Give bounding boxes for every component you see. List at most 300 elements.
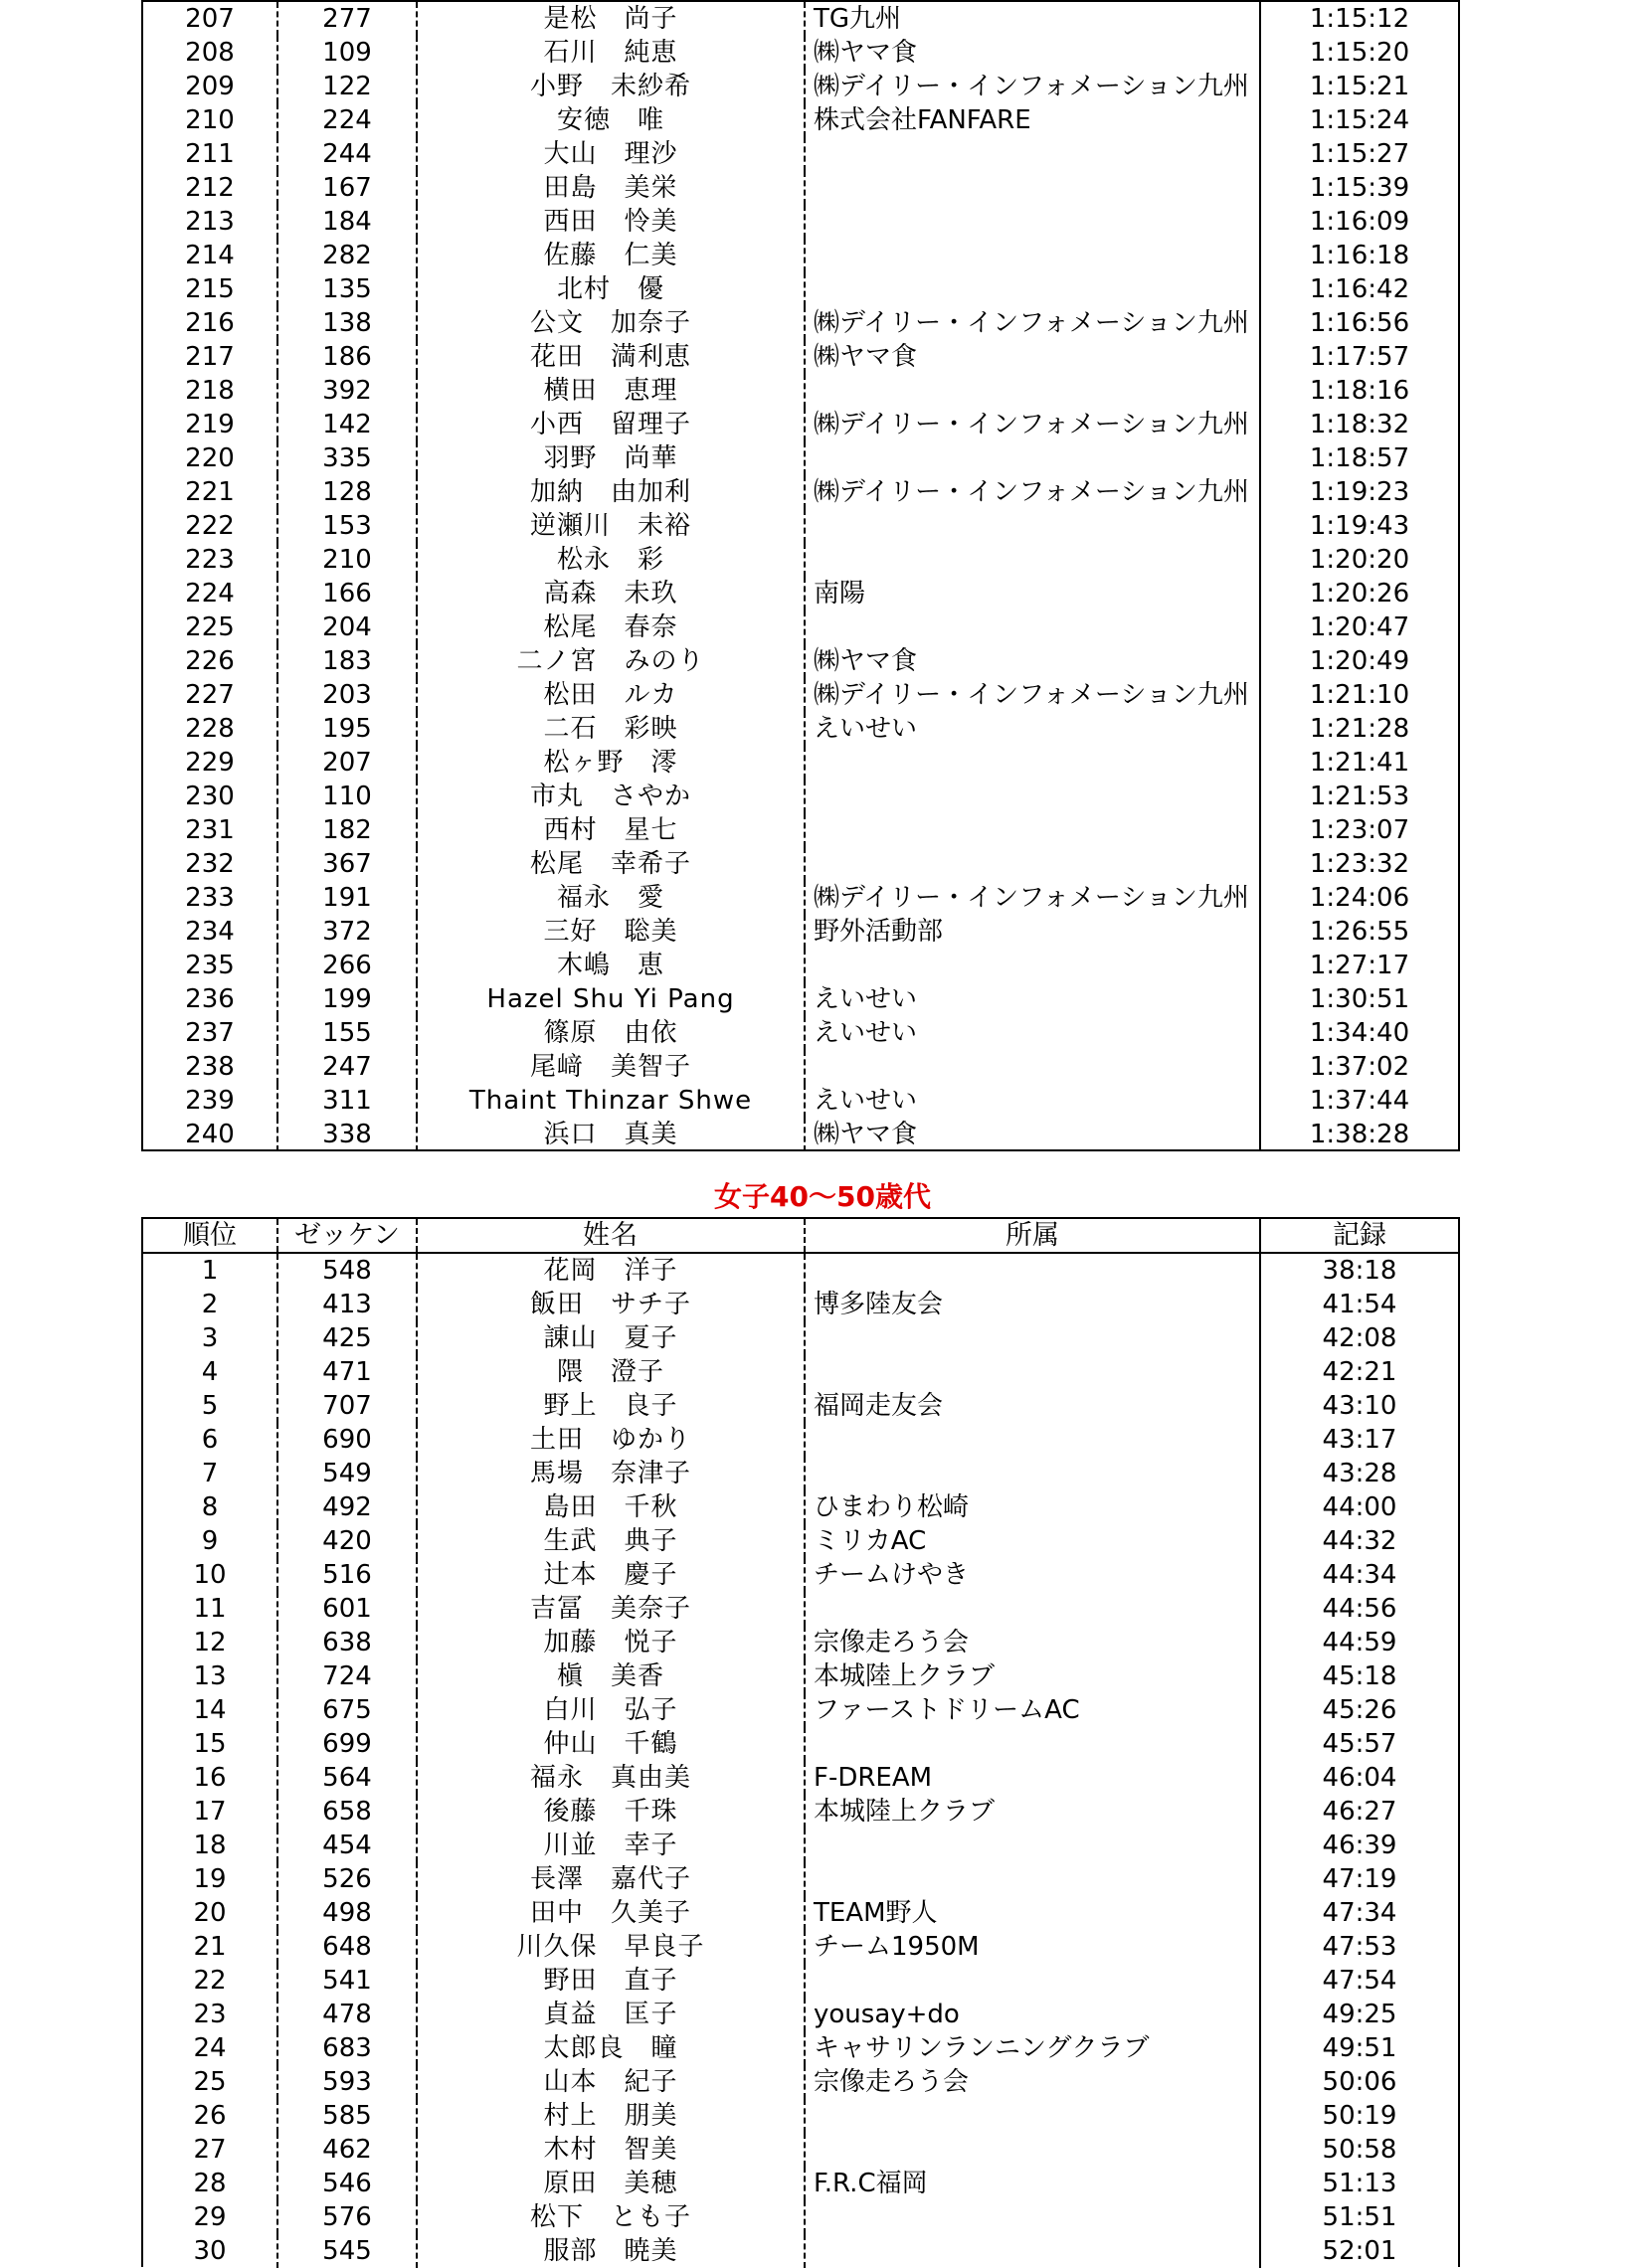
rank-cell: 233 — [143, 881, 278, 915]
team-cell — [806, 2234, 1261, 2268]
bib-cell: 548 — [278, 1254, 418, 1288]
rank-cell: 218 — [143, 374, 278, 408]
name-cell: 貞益 匡子 — [418, 1998, 806, 2031]
table-row — [143, 70, 1458, 103]
bib-cell: 155 — [278, 1016, 418, 1050]
time-cell: 43:28 — [1322, 1459, 1397, 1488]
time-cell: 1:20:20 — [1309, 545, 1410, 575]
time-cell: 49:51 — [1322, 2033, 1397, 2063]
time-cell: 1:18:57 — [1309, 443, 1410, 473]
name-cell: 野田 直子 — [418, 1964, 806, 1998]
bib-cell: 210 — [278, 543, 418, 577]
name-cell: 吉冨 美奈子 — [418, 1592, 806, 1626]
time-cell: 1:15:24 — [1309, 105, 1410, 135]
rank-cell: 216 — [143, 306, 278, 340]
bib-cell: 564 — [278, 1761, 418, 1795]
team-cell: えいせい — [806, 712, 1261, 746]
bib-cell: 183 — [278, 644, 418, 678]
time-cell: 42:21 — [1322, 1357, 1397, 1387]
bib-cell: 545 — [278, 2234, 418, 2268]
table-row — [143, 171, 1458, 205]
rank-cell: 234 — [143, 915, 278, 949]
results-table-women-40-50 — [141, 1217, 1460, 2267]
time-cell: 47:34 — [1322, 1898, 1397, 1928]
time-cell: 1:20:49 — [1309, 646, 1410, 676]
name-cell: 松永 彩 — [418, 543, 806, 577]
table-row — [143, 746, 1458, 780]
team-cell: ㈱ヤマ食 — [806, 340, 1261, 374]
name-cell: 松尾 春奈 — [418, 611, 806, 644]
time-cell: 1:15:39 — [1309, 173, 1410, 203]
bib-cell: 128 — [278, 475, 418, 509]
table-row — [143, 36, 1458, 70]
bib-cell: 199 — [278, 982, 418, 1016]
rank-cell: 228 — [143, 712, 278, 746]
name-cell: 木村 智美 — [418, 2133, 806, 2167]
table-row — [143, 1998, 1458, 2031]
name-cell: 小西 留理子 — [418, 408, 806, 441]
rank-cell: 211 — [143, 137, 278, 171]
name-cell: 横田 恵理 — [418, 374, 806, 408]
bib-cell: 546 — [278, 2167, 418, 2200]
table-row — [143, 949, 1458, 982]
bib-cell: 690 — [278, 1423, 418, 1457]
team-cell: ㈱デイリー・インフォメーション九州 — [806, 70, 1261, 103]
bib-cell: 658 — [278, 1795, 418, 1829]
time-cell: 1:24:06 — [1309, 883, 1410, 913]
name-cell: 槇 美香 — [418, 1659, 806, 1693]
rank-cell: 28 — [143, 2167, 278, 2200]
rank-cell: 13 — [143, 1659, 278, 1693]
time-cell: 45:57 — [1322, 1729, 1397, 1759]
table-row — [143, 611, 1458, 644]
name-cell: 原田 美穂 — [418, 2167, 806, 2200]
rank-cell: 221 — [143, 475, 278, 509]
name-cell: 川久保 早良子 — [418, 1930, 806, 1964]
rank-cell: 7 — [143, 1457, 278, 1490]
bib-cell: 648 — [278, 1930, 418, 1964]
rank-cell: 239 — [143, 1084, 278, 1118]
table-row — [143, 1389, 1458, 1423]
rank-cell: 238 — [143, 1050, 278, 1084]
name-cell: 羽野 尚華 — [418, 441, 806, 475]
time-cell: 43:10 — [1322, 1391, 1397, 1421]
bib-cell: 516 — [278, 1558, 418, 1592]
time-cell: 1:21:41 — [1309, 748, 1410, 778]
rank-cell: 12 — [143, 1626, 278, 1659]
team-cell — [806, 780, 1261, 813]
team-cell: ファーストドリームAC — [806, 1693, 1261, 1727]
table-row — [143, 137, 1458, 171]
bib-cell: 138 — [278, 306, 418, 340]
name-cell: 村上 朋美 — [418, 2099, 806, 2133]
header-time: 記録 — [1333, 1220, 1386, 1251]
team-cell — [806, 171, 1261, 205]
name-cell: 川並 幸子 — [418, 1829, 806, 1862]
table-row — [143, 1050, 1458, 1084]
rank-cell: 237 — [143, 1016, 278, 1050]
bib-cell: 224 — [278, 103, 418, 137]
name-cell: 山本 紀子 — [418, 2065, 806, 2099]
rank-cell: 229 — [143, 746, 278, 780]
rank-cell: 208 — [143, 36, 278, 70]
team-cell: 南陽 — [806, 577, 1261, 611]
rank-cell: 29 — [143, 2200, 278, 2234]
team-cell — [806, 1829, 1261, 1862]
table-row — [143, 1829, 1458, 1862]
name-cell: 福永 愛 — [418, 881, 806, 915]
bib-cell: 247 — [278, 1050, 418, 1084]
time-cell: 50:19 — [1322, 2101, 1397, 2131]
rank-cell: 226 — [143, 644, 278, 678]
time-cell: 1:37:44 — [1309, 1086, 1410, 1116]
table-row — [143, 2200, 1458, 2234]
rank-cell: 223 — [143, 543, 278, 577]
name-cell: 北村 優 — [418, 272, 806, 306]
bib-cell: 335 — [278, 441, 418, 475]
bib-cell: 277 — [278, 2, 418, 36]
time-cell: 1:18:32 — [1309, 410, 1410, 439]
table-row — [143, 813, 1458, 847]
table-row — [143, 644, 1458, 678]
name-cell: 土田 ゆかり — [418, 1423, 806, 1457]
time-cell: 1:16:56 — [1309, 308, 1410, 338]
table-row — [143, 2031, 1458, 2065]
name-cell: 後藤 千珠 — [418, 1795, 806, 1829]
team-cell — [806, 1254, 1261, 1288]
bib-cell: 167 — [278, 171, 418, 205]
rank-cell: 214 — [143, 239, 278, 272]
table-row — [143, 982, 1458, 1016]
rank-cell: 235 — [143, 949, 278, 982]
table-row — [143, 1693, 1458, 1727]
time-cell: 50:06 — [1322, 2067, 1397, 2097]
table-row — [143, 1964, 1458, 1998]
team-cell: 博多陸友会 — [806, 1288, 1261, 1321]
time-cell: 1:15:21 — [1309, 72, 1410, 101]
bib-cell: 191 — [278, 881, 418, 915]
table-row — [143, 1930, 1458, 1964]
bib-cell: 182 — [278, 813, 418, 847]
team-cell: TG九州 — [806, 2, 1261, 36]
team-cell — [806, 847, 1261, 881]
team-cell — [806, 2200, 1261, 2234]
name-cell: 松田 ルカ — [418, 678, 806, 712]
team-cell — [806, 509, 1261, 543]
table-row — [143, 475, 1458, 509]
bib-cell: 135 — [278, 272, 418, 306]
time-cell: 50:58 — [1322, 2135, 1397, 2165]
rank-cell: 2 — [143, 1288, 278, 1321]
bib-cell: 266 — [278, 949, 418, 982]
time-cell: 1:20:26 — [1309, 579, 1410, 609]
time-cell: 51:13 — [1322, 2169, 1397, 2198]
team-cell: ㈱ヤマ食 — [806, 644, 1261, 678]
table-row — [143, 1558, 1458, 1592]
bib-cell: 195 — [278, 712, 418, 746]
team-cell — [806, 374, 1261, 408]
rank-cell: 240 — [143, 1118, 278, 1151]
team-cell: ㈱デイリー・インフォメーション九州 — [806, 306, 1261, 340]
table-row — [143, 1862, 1458, 1896]
team-cell: TEAM野人 — [806, 1896, 1261, 1930]
bib-cell: 311 — [278, 1084, 418, 1118]
table-row — [143, 2234, 1458, 2268]
rank-cell: 18 — [143, 1829, 278, 1862]
time-cell: 45:26 — [1322, 1695, 1397, 1725]
rank-cell: 22 — [143, 1964, 278, 1998]
bib-cell: 576 — [278, 2200, 418, 2234]
time-cell: 1:15:12 — [1309, 4, 1410, 34]
time-cell: 47:19 — [1322, 1864, 1397, 1894]
bib-cell: 338 — [278, 1118, 418, 1151]
rank-cell: 230 — [143, 780, 278, 813]
name-cell: 白川 弘子 — [418, 1693, 806, 1727]
name-cell: 公文 加奈子 — [418, 306, 806, 340]
time-cell: 1:21:53 — [1309, 782, 1410, 811]
bib-cell: 110 — [278, 780, 418, 813]
team-cell: ㈱デイリー・インフォメーション九州 — [806, 408, 1261, 441]
team-cell: 宗像走ろう会 — [806, 1626, 1261, 1659]
bib-cell: 153 — [278, 509, 418, 543]
bib-cell: 413 — [278, 1288, 418, 1321]
name-cell: 篠原 由依 — [418, 1016, 806, 1050]
team-cell: F.R.C福岡 — [806, 2167, 1261, 2200]
name-cell: 田中 久美子 — [418, 1896, 806, 1930]
rank-cell: 236 — [143, 982, 278, 1016]
rank-cell: 217 — [143, 340, 278, 374]
bib-cell: 498 — [278, 1896, 418, 1930]
time-cell: 1:18:16 — [1309, 376, 1410, 406]
time-cell: 41:54 — [1322, 1290, 1397, 1319]
table-row — [143, 1254, 1458, 1288]
rank-cell: 224 — [143, 577, 278, 611]
rank-cell: 10 — [143, 1558, 278, 1592]
rank-cell: 225 — [143, 611, 278, 644]
name-cell: 長澤 嘉代子 — [418, 1862, 806, 1896]
time-cell: 1:15:27 — [1309, 139, 1410, 169]
rank-cell: 219 — [143, 408, 278, 441]
rank-cell: 213 — [143, 205, 278, 239]
team-cell — [806, 137, 1261, 171]
team-cell — [806, 2099, 1261, 2133]
time-cell: 49:25 — [1322, 2000, 1397, 2029]
rank-cell: 20 — [143, 1896, 278, 1930]
time-cell: 1:16:09 — [1309, 207, 1410, 237]
name-cell: 安徳 唯 — [418, 103, 806, 137]
time-cell: 1:27:17 — [1309, 951, 1410, 980]
bib-cell: 420 — [278, 1524, 418, 1558]
table-row — [143, 205, 1458, 239]
time-cell: 1:34:40 — [1309, 1018, 1410, 1048]
bib-cell: 204 — [278, 611, 418, 644]
team-cell: yousay+do — [806, 1998, 1261, 2031]
bib-cell: 244 — [278, 137, 418, 171]
team-cell: 本城陸上クラブ — [806, 1659, 1261, 1693]
time-cell: 46:39 — [1322, 1831, 1397, 1860]
bib-cell: 122 — [278, 70, 418, 103]
name-cell: 松尾 幸希子 — [418, 847, 806, 881]
name-cell: 石川 純恵 — [418, 36, 806, 70]
table-row — [143, 374, 1458, 408]
name-cell: Hazel Shu Yi Pang — [418, 982, 806, 1016]
bib-cell: 186 — [278, 340, 418, 374]
category-title: 女子40～50歳代 — [714, 1180, 931, 1213]
time-cell: 38:18 — [1322, 1256, 1397, 1286]
rank-cell: 8 — [143, 1490, 278, 1524]
rank-cell: 11 — [143, 1592, 278, 1626]
table-row — [143, 1490, 1458, 1524]
rank-cell: 15 — [143, 1727, 278, 1761]
name-cell: 三好 聡美 — [418, 915, 806, 949]
rank-cell: 21 — [143, 1930, 278, 1964]
rank-cell: 207 — [143, 2, 278, 36]
rank-cell: 3 — [143, 1321, 278, 1355]
rank-cell: 9 — [143, 1524, 278, 1558]
rank-cell: 14 — [143, 1693, 278, 1727]
team-cell — [806, 1321, 1261, 1355]
name-cell: 島田 千秋 — [418, 1490, 806, 1524]
table-row — [143, 2099, 1458, 2133]
time-cell: 44:32 — [1322, 1526, 1397, 1556]
bib-cell: 166 — [278, 577, 418, 611]
time-cell: 44:56 — [1322, 1594, 1397, 1624]
bib-cell: 707 — [278, 1389, 418, 1423]
table-row — [143, 306, 1458, 340]
name-cell: 西田 怜美 — [418, 205, 806, 239]
header-rank: 順位 — [143, 1219, 278, 1252]
rank-cell: 232 — [143, 847, 278, 881]
team-cell — [806, 441, 1261, 475]
table-row — [143, 1795, 1458, 1829]
table-row — [143, 408, 1458, 441]
time-cell: 1:16:18 — [1309, 241, 1410, 270]
table-row — [143, 1896, 1458, 1930]
bib-cell: 541 — [278, 1964, 418, 1998]
team-cell — [806, 272, 1261, 306]
table-row — [143, 1592, 1458, 1626]
table-row — [143, 1118, 1458, 1151]
bib-cell: 585 — [278, 2099, 418, 2133]
bib-cell: 392 — [278, 374, 418, 408]
team-cell — [806, 746, 1261, 780]
rank-cell: 17 — [143, 1795, 278, 1829]
table-row — [143, 2167, 1458, 2200]
rank-cell: 222 — [143, 509, 278, 543]
table-row — [143, 577, 1458, 611]
time-cell: 1:15:20 — [1309, 38, 1410, 68]
name-cell: 諌山 夏子 — [418, 1321, 806, 1355]
rank-cell: 26 — [143, 2099, 278, 2133]
team-cell — [806, 611, 1261, 644]
name-cell: 生武 典子 — [418, 1524, 806, 1558]
team-cell: チームけやき — [806, 1558, 1261, 1592]
bib-cell: 109 — [278, 36, 418, 70]
bib-cell: 526 — [278, 1862, 418, 1896]
table-row — [143, 2133, 1458, 2167]
table-row — [143, 1761, 1458, 1795]
name-cell: 大山 理沙 — [418, 137, 806, 171]
team-cell: ㈱デイリー・インフォメーション九州 — [806, 881, 1261, 915]
time-cell: 45:18 — [1322, 1661, 1397, 1691]
name-cell: 小野 未紗希 — [418, 70, 806, 103]
table-row — [143, 441, 1458, 475]
team-cell: チーム1950M — [806, 1930, 1261, 1964]
results-table-top — [141, 0, 1460, 1151]
team-cell — [806, 543, 1261, 577]
team-cell: 本城陸上クラブ — [806, 1795, 1261, 1829]
rank-cell: 4 — [143, 1355, 278, 1389]
team-cell: キャサリンランニングクラブ — [806, 2031, 1261, 2065]
name-cell: 服部 暁美 — [418, 2234, 806, 2268]
bib-cell: 454 — [278, 1829, 418, 1862]
table-row — [143, 712, 1458, 746]
name-cell: 馬場 奈津子 — [418, 1457, 806, 1490]
table-row — [143, 1423, 1458, 1457]
bib-cell: 724 — [278, 1659, 418, 1693]
time-cell: 1:17:57 — [1309, 342, 1410, 372]
name-cell: 隈 澄子 — [418, 1355, 806, 1389]
table-row — [143, 881, 1458, 915]
time-cell: 46:04 — [1322, 1763, 1397, 1793]
rank-cell: 24 — [143, 2031, 278, 2065]
name-cell: 佐藤 仁美 — [418, 239, 806, 272]
time-cell: 1:16:42 — [1309, 274, 1410, 304]
table-row — [143, 1659, 1458, 1693]
time-cell: 1:19:23 — [1309, 477, 1410, 507]
time-cell: 44:59 — [1322, 1628, 1397, 1657]
bib-cell: 184 — [278, 205, 418, 239]
table-row — [143, 915, 1458, 949]
name-cell: 花田 満利恵 — [418, 340, 806, 374]
name-cell: 仲山 千鶴 — [418, 1727, 806, 1761]
time-cell: 44:34 — [1322, 1560, 1397, 1590]
time-cell: 1:21:10 — [1309, 680, 1410, 710]
name-cell: 花岡 洋子 — [418, 1254, 806, 1288]
rank-cell: 6 — [143, 1423, 278, 1457]
name-cell: 逆瀬川 未裕 — [418, 509, 806, 543]
team-cell — [806, 1862, 1261, 1896]
team-cell: 野外活動部 — [806, 915, 1261, 949]
rank-cell: 220 — [143, 441, 278, 475]
table-row — [143, 2065, 1458, 2099]
name-cell: Thaint Thinzar Shwe — [418, 1084, 806, 1118]
table-row — [143, 272, 1458, 306]
bib-cell: 492 — [278, 1490, 418, 1524]
time-cell: 1:21:28 — [1309, 714, 1410, 744]
rank-cell: 227 — [143, 678, 278, 712]
header-name: 姓名 — [418, 1219, 806, 1252]
rank-cell: 23 — [143, 1998, 278, 2031]
header-team: 所属 — [806, 1219, 1261, 1252]
table-row — [143, 509, 1458, 543]
name-cell: 福永 真由美 — [418, 1761, 806, 1795]
rank-cell: 25 — [143, 2065, 278, 2099]
rank-cell: 215 — [143, 272, 278, 306]
team-cell — [806, 1457, 1261, 1490]
name-cell: 二ノ宮 みのり — [418, 644, 806, 678]
bib-cell: 425 — [278, 1321, 418, 1355]
team-cell — [806, 1423, 1261, 1457]
bib-cell: 601 — [278, 1592, 418, 1626]
table-row — [143, 1524, 1458, 1558]
time-cell: 42:08 — [1322, 1323, 1397, 1353]
time-cell: 1:19:43 — [1309, 511, 1410, 541]
name-cell: 二石 彩映 — [418, 712, 806, 746]
table-row — [143, 1727, 1458, 1761]
table-row — [143, 1457, 1458, 1490]
time-cell: 1:37:02 — [1309, 1052, 1410, 1082]
